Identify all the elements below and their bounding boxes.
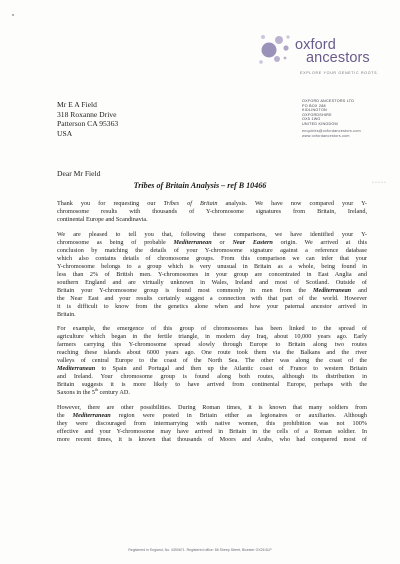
brand-line-2: ancestors — [306, 50, 370, 66]
paragraph-line: continental Europe and Scandinavia. — [57, 216, 148, 223]
body-paragraph — [57, 231, 367, 319]
paragraph-line: Saxons in the 5th century AD. — [57, 386, 130, 396]
paragraph-line: chromosome results with thousands of Y-chromosome signatures from Britain, Ireland, — [57, 208, 367, 215]
subject-line: Tribes of Britain Analysis – ref B 10466 — [133, 181, 267, 190]
body-paragraph — [57, 200, 367, 224]
paragraph-line: conclusion by matching the details of your Y-chromosome signature against a reference database — [57, 246, 367, 254]
company-address — [302, 99, 354, 127]
emphasis-text: Mediterranean — [57, 365, 96, 372]
paragraph-line: We are pleased to tell you that, following these comparisons, we have identified your Y- — [57, 230, 367, 238]
brand-tagline: EXPLORE YOUR GENETIC ROOTS — [300, 71, 378, 75]
paragraph-line: the Mediterranean region were posted in Britain either as legionaires or auxiliaries. Although — [57, 411, 367, 419]
letter-body — [57, 200, 367, 450]
footer-registration: Registered in England, No. 4390671. Registered office: 86 Sheep Street, Bicester OX26 6LP — [128, 548, 272, 552]
emphasis-text: Tribes of Britain — [163, 200, 218, 207]
paragraph-line: they were discouraged from intermarrying with native women, this prohibition was not 100% — [57, 419, 367, 427]
emphasis-text: Mediterranean — [312, 286, 352, 294]
emphasis-text: Near Eastern — [232, 238, 273, 246]
body-paragraph — [57, 325, 367, 397]
brand-name — [295, 39, 370, 65]
paragraph-line: valleys of central Europe to the coast of the North Sea. The other was along the coast of the — [57, 357, 367, 364]
paragraph-line: Britain suggests it is more likely to have arrived from continental Europe, perhaps with the — [57, 381, 367, 388]
paragraph-line: However, there are other possibilities. During Roman times, it is known that many soldiers from — [57, 403, 367, 411]
company-line: OX5 1WG — [302, 117, 321, 122]
paragraph-line: more recent times, it is known that thousands of Moors and Arabs, who had conquered most of — [57, 435, 367, 443]
recipient-name: Mr E A Field — [57, 100, 97, 109]
paragraph-line: less than 2% of British men. Y-chromosomes in your group are concentrated in East Anglia and — [57, 270, 367, 278]
oxford-ancestors-logo — [255, 28, 390, 84]
emphasis-text: Mediterranean — [72, 411, 111, 419]
scan-speck — [12, 14, 14, 16]
ordinal-suffix: th — [94, 386, 99, 392]
company-contact — [302, 129, 361, 138]
company-line: OXFORD ANCESTORS LTD — [302, 99, 355, 103]
contact-email: enquiries@oxfordancestors.com — [302, 129, 361, 133]
paragraph-line: chromosome as being of probable Mediterranean or Near Eastern origin. We arrived at this — [57, 238, 367, 246]
paragraph-line: Mediterranean to Spain and Portugal and then up the Atlantic coast of France to western Britain — [57, 365, 367, 372]
recipient-country: USA — [57, 128, 73, 138]
paragraph-line: effective and your Y-chromosome may have arrived in Britain in the cells of a Roman soldier. In — [57, 427, 367, 435]
paragraph-line: which also contains details of chromosome groups. From this comparison we can infer that your — [57, 254, 367, 262]
company-line: PO BOX 288 — [302, 103, 326, 108]
salutation: Dear Mr Field — [57, 169, 101, 178]
margin-dots: ····· — [372, 180, 387, 186]
company-line: UNITED KINGDOM — [302, 121, 338, 126]
company-line: OXFORDSHIRE — [302, 112, 332, 117]
paragraph-line: and Ireland. Your chromosome group is found along both routes, although its distribution in — [57, 373, 367, 380]
contact-website: www.oxfordancestors.com — [302, 133, 350, 138]
recipient-city: Patterson CA 95363 — [57, 119, 119, 129]
paragraph-line: the Near East and your results certainly suggest a connection with that part of the world. However — [57, 294, 367, 302]
paragraph-line: Y-chromosome belongs to a group which is very unusual in Britain as a whole, being found in — [57, 262, 367, 270]
paragraph-line: For example, the emergence of this group of chromosomes has been linked to the spread of — [57, 325, 367, 332]
emphasis-text: Mediterranean — [173, 238, 212, 246]
paragraph-line: Britain your Y-chromosome group is found most commonly in men from the Mediterranean and — [57, 286, 367, 294]
body-paragraph — [57, 404, 367, 444]
company-line: KIDLINGTON — [302, 108, 327, 113]
paragraph-line: reaching these islands about 6000 years ago. One route took them via the Balkans and the river — [57, 349, 367, 356]
paragraph-line: farmers carrying this Y-chromosome spread slowly through Europe to Britain along two routes — [57, 341, 367, 348]
recipient-street: 318 Roxanne Drive — [57, 109, 117, 119]
paragraph-line: agriculture which began in the fertile triangle, in modern day Iraq, about 10,000 years ago. Early — [57, 333, 367, 340]
paragraph-line: it is difficult to know from the genetics alone when and how your paternal ancestor arrived in — [57, 302, 367, 310]
paragraph-line: southern England and are virtually unknown in Wales, Ireland and most of Scotland. Outside of — [57, 278, 367, 286]
paragraph-line: Britain. — [57, 310, 76, 318]
brand-line-1: oxford — [295, 37, 336, 53]
paragraph-line: Thank you for requesting our Tribes of Britain analysis. We have now compared your Y- — [57, 200, 367, 207]
recipient-address — [57, 100, 118, 138]
